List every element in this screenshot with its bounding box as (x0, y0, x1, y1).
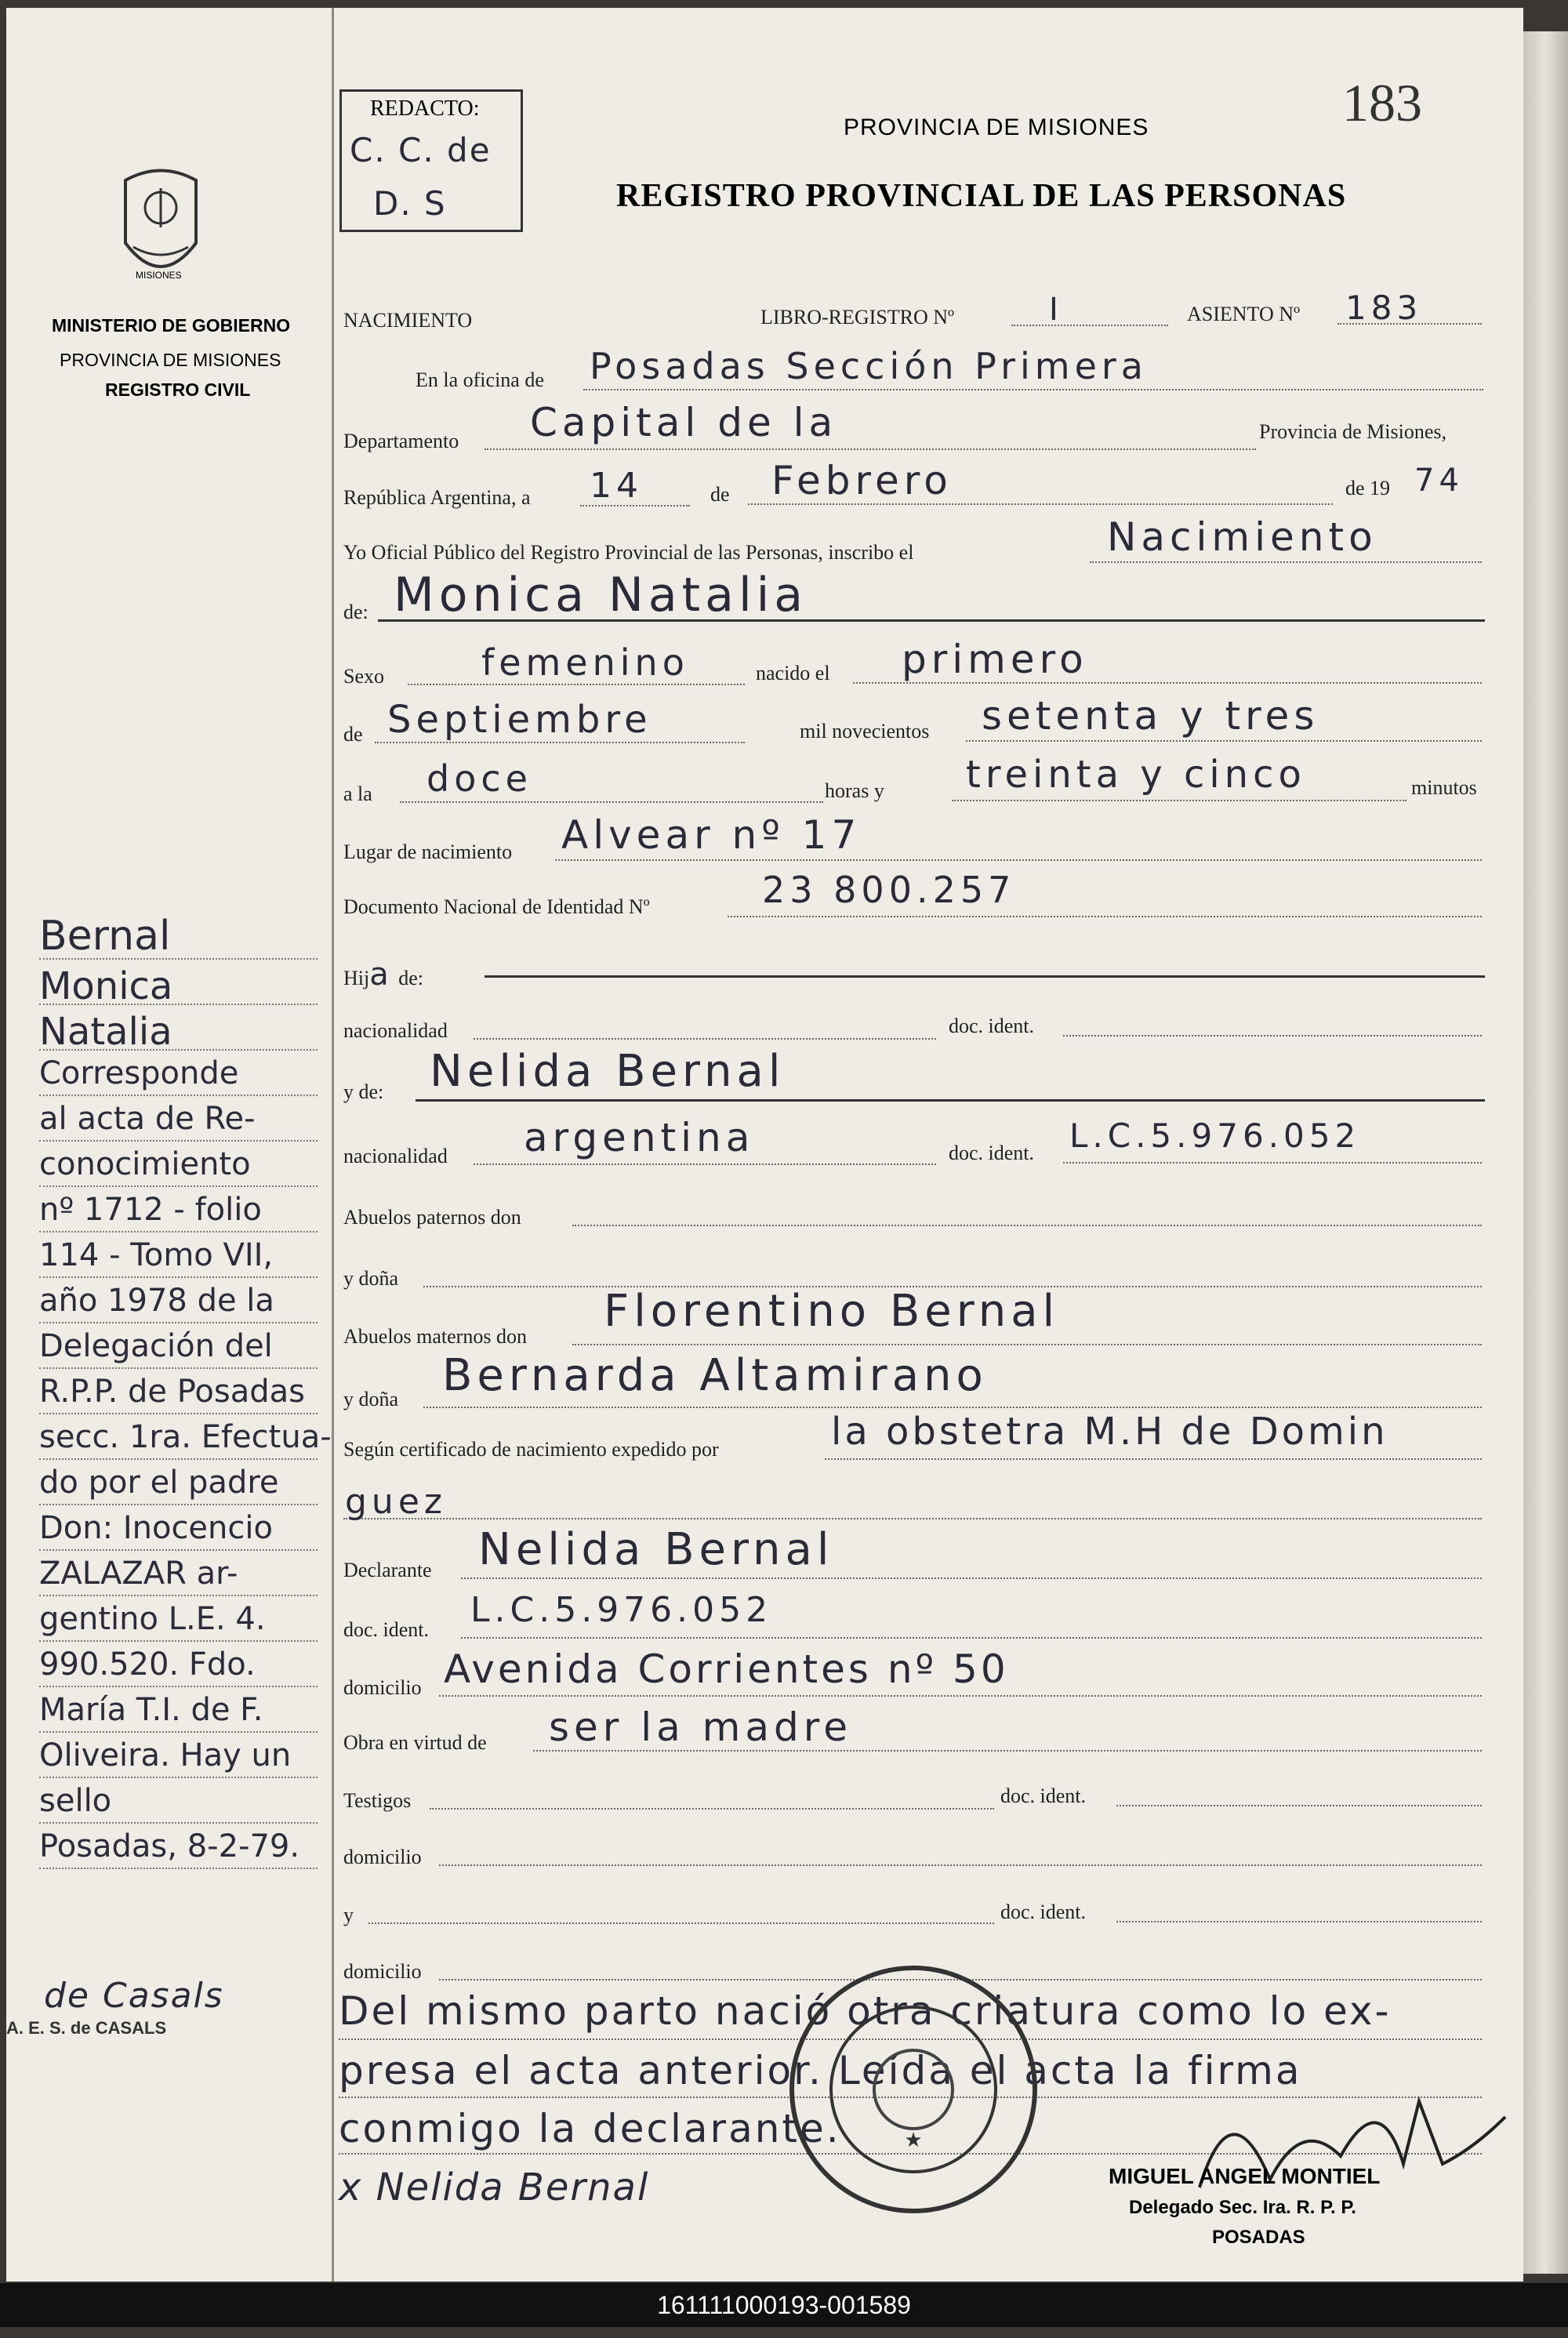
departamento-value: Capital de la (530, 400, 838, 445)
obra-value: ser la madre (549, 1704, 852, 1750)
redacto-box (339, 89, 523, 232)
redacto-line2: D. S (373, 184, 447, 223)
abuelo-mat-line (572, 1344, 1482, 1345)
act-type: NACIMIENTO (343, 309, 473, 332)
libro-label: LIBRO-REGISTRO Nº (760, 306, 955, 329)
official-title: Delegado Sec. Ira. R. P. P. (1129, 2197, 1356, 2218)
doc-line-1 (1063, 1035, 1482, 1036)
decl-doc-value: L.C.5.976.052 (470, 1590, 773, 1630)
footer-id: 161111000193-001589 (0, 2283, 1568, 2327)
nacionalidad-label-1: nacionalidad (343, 1019, 448, 1042)
madre-line (416, 1099, 1485, 1102)
margin-note-rule (39, 1595, 318, 1596)
margin-note-rule (39, 1549, 318, 1551)
registry-title: REGISTRO PROVINCIAL DE LAS PERSONAS (616, 178, 1347, 214)
margin-note-rule (39, 1822, 318, 1824)
obra-label: Obra en virtud de (343, 1731, 487, 1754)
doc-ident-label-1: doc. ident. (949, 1015, 1035, 1037)
margin-note-rule (39, 1049, 318, 1051)
nacido-value: primero (902, 637, 1088, 682)
province-title: PROVINCIA DE MISIONES (844, 114, 1149, 140)
de-label: de (710, 483, 730, 506)
abuela-mat-label: y doña (343, 1388, 399, 1410)
republica-label: República Argentina, a (343, 486, 531, 509)
nacionalidad-line-2 (474, 1164, 936, 1165)
lugar-line (555, 859, 1482, 861)
horas-label: horas y (825, 779, 884, 802)
redacto-line1: C. C. de (350, 131, 492, 169)
oficina-value: Posadas Sección Primera (590, 345, 1148, 387)
oficina-label: En la oficina de (416, 368, 544, 391)
testigo1-doc-label: doc. ident. (1000, 1784, 1087, 1807)
testigo1-dom-line (439, 1864, 1482, 1866)
decl-doc-line (461, 1637, 1482, 1639)
abuelos-mat-label: Abuelos maternos don (343, 1325, 527, 1348)
doc-ident-label-2: doc. ident. (949, 1142, 1035, 1164)
y-label: y (343, 1904, 354, 1926)
margin-note-line: Monica (39, 964, 173, 1008)
margin-note-line: año 1978 de la (39, 1283, 274, 1319)
margin-note-rule (39, 1276, 318, 1278)
mes-line (748, 503, 1333, 505)
libro-value: I (1049, 292, 1063, 328)
mes-nac-value: Septiembre (387, 698, 652, 742)
testigo2-line (368, 1922, 994, 1924)
mes-value: Febrero (771, 458, 953, 503)
padre-line (485, 975, 1485, 978)
testigo2-doc-label: doc. ident. (1000, 1901, 1087, 1923)
anio-value: 74 (1414, 463, 1464, 499)
certificado-line (825, 1458, 1482, 1460)
seal-caption: MISIONES (136, 270, 182, 281)
margin-note-line: gentino L.E. 4. (39, 1601, 266, 1637)
domicilio-value: Avenida Corrientes nº 50 (444, 1646, 1009, 1692)
testigo1-dom-label: domicilio (343, 1846, 422, 1868)
abuela-mat-value: Bernarda Altamirano (442, 1350, 988, 1401)
minutos-label: minutos (1411, 776, 1477, 799)
margin-note-rule (39, 1095, 318, 1096)
de-name-label: de: (343, 601, 368, 623)
ministry-line2: PROVINCIA DE MISIONES (60, 350, 281, 370)
decl-doc-label: doc. ident. (343, 1618, 430, 1641)
anio-nac-value: setenta y tres (982, 693, 1319, 739)
asiento-label: ASIENTO Nº (1187, 303, 1301, 325)
certificado-cont: guez (345, 1482, 447, 1522)
obra-line (533, 1750, 1482, 1752)
margin-note-line: Delegación del (39, 1328, 273, 1364)
dni-line (728, 916, 1482, 917)
svg-text:★: ★ (904, 2129, 923, 2151)
nacido-line (853, 682, 1482, 684)
margin-note-rule (39, 1367, 318, 1369)
sexo-line (408, 684, 745, 685)
margin-note-line: María T.I. de F. (39, 1692, 263, 1728)
nacido-label: nacido el (756, 662, 830, 684)
book-spine (1523, 31, 1568, 2274)
observacion-line-3: conmigo la declarante. (339, 2106, 841, 2151)
nacionalidad-line-1 (474, 1038, 936, 1040)
provincia-suffix: Provincia de Misiones, (1259, 420, 1447, 443)
sexo-value: femenino (481, 641, 689, 684)
abuelos-pat-label: Abuelos paternos don (343, 1206, 521, 1229)
oficial-text: Yo Oficial Público del Registro Provincial de las Personas, inscribo el (343, 541, 914, 564)
libro-line (1011, 325, 1168, 326)
ministry-line1: MINISTERIO DE GOBIERNO (52, 315, 291, 336)
margin-note-rule (39, 1868, 318, 1869)
certificado-value: la obstetra M.H de Domin (831, 1410, 1388, 1454)
lugar-label: Lugar de nacimiento (343, 840, 513, 863)
doc-madre-value: L.C.5.976.052 (1069, 1116, 1361, 1155)
doc-line-2 (1063, 1162, 1482, 1164)
official-city: POSADAS (1212, 2227, 1305, 2248)
abuela-mat-line (423, 1407, 1482, 1408)
margin-note-line: nº 1712 - folio (39, 1192, 262, 1228)
margin-note-line: 114 - Tomo VII, (39, 1237, 274, 1273)
hora-line (400, 801, 823, 803)
margin-note-line: ZALAZAR ar- (39, 1556, 238, 1592)
margin-note-rule (39, 1231, 318, 1233)
margin-note-rule (39, 1731, 318, 1733)
declarante-label: Declarante (343, 1559, 432, 1581)
margin-note-rule (39, 1640, 318, 1642)
margin-note-line: Don: Inocencio (39, 1510, 273, 1546)
oficina-line (583, 389, 1483, 390)
ministry-line3: REGISTRO CIVIL (105, 379, 251, 400)
dni-value: 23 800.257 (762, 869, 1016, 911)
madre-value: Nelida Bernal (430, 1046, 786, 1097)
margin-note-line: al acta de Re- (39, 1101, 256, 1137)
official-round-stamp (784, 1960, 1043, 2219)
nombre-value: Monica Natalia (394, 568, 808, 623)
hij-suffix: a (369, 957, 394, 993)
abuela-pat-label: y doña (343, 1267, 399, 1290)
margin-note-line: do por el padre (39, 1465, 279, 1501)
inscribo-line (1090, 561, 1482, 563)
declarante-value: Nelida Bernal (478, 1524, 834, 1575)
asiento-value: 183 (1345, 289, 1423, 327)
certificado-cont-line (343, 1518, 1482, 1519)
observacion-line-2: presa el acta anterior. Leída el acta la firma (339, 2048, 1302, 2093)
testigo2-doc-line (1116, 1921, 1482, 1922)
anio-prefix: de 19 (1345, 477, 1391, 499)
margin-note-line: Corresponde (39, 1055, 239, 1091)
nac-madre-value: argentina (524, 1115, 755, 1160)
inscribo-value: Nacimiento (1107, 514, 1377, 560)
margin-note-rule (39, 1004, 318, 1005)
testigo1-line (430, 1808, 994, 1810)
dni-label: Documento Nacional de Identidad Nº (343, 895, 650, 918)
declarante-line (461, 1577, 1482, 1579)
mil-label: mil novecientos (800, 720, 930, 742)
official-signature-scribble (1184, 2070, 1513, 2211)
margin-signature: de Casals (44, 1976, 224, 2016)
margin-note-rule (39, 1504, 318, 1505)
yde-label: y de: (343, 1080, 384, 1103)
minutos-value: treinta y cinco (966, 753, 1306, 797)
certificado-label: Según certificado de nacimiento expedido por (343, 1438, 719, 1461)
abuelo-mat-value: Florentino Bernal (604, 1286, 1060, 1337)
margin-rule (332, 8, 334, 2282)
margin-stamp: A. E. S. de CASALS (6, 2018, 167, 2038)
margin-note-rule (39, 1140, 318, 1142)
margin-note-line: Oliveira. Hay un (39, 1737, 292, 1773)
margin-note-line: secc. 1ra. Efectua- (39, 1419, 332, 1455)
margin-note-line: Bernal (39, 913, 171, 960)
margin-note-line: Posadas, 8-2-79. (39, 1828, 300, 1864)
testigo1-doc-line (1116, 1805, 1482, 1806)
domicilio-line (439, 1695, 1482, 1697)
margin-note-line: 990.520. Fdo. (39, 1646, 256, 1683)
nacionalidad-label-2: nacionalidad (343, 1145, 448, 1167)
page-number: 183 (1342, 73, 1422, 133)
official-name: MIGUEL ANGEL MONTIEL (1109, 2164, 1381, 2188)
domicilio-label: domicilio (343, 1676, 422, 1699)
dia-value: 14 (590, 466, 643, 506)
margin-note-rule (39, 1413, 318, 1414)
margin-note-rule (39, 1686, 318, 1687)
departamento-line (485, 448, 1256, 450)
margin-note-line: sello (39, 1783, 112, 1819)
abuelo-pat-line (572, 1225, 1482, 1226)
anio-nac-line (966, 740, 1482, 742)
declarante-signature: x Nelida Bernal (339, 2166, 650, 2209)
minutos-line (952, 800, 1406, 801)
margin-note-line: conocimiento (39, 1146, 251, 1182)
margin-note-rule (39, 1322, 318, 1323)
departamento-label: Departamento (343, 430, 459, 452)
sexo-label: Sexo (343, 665, 384, 688)
hora-value: doce (426, 757, 532, 800)
margin-note-rule (39, 958, 318, 960)
margin-note-rule (39, 1185, 318, 1187)
margin-note-line: R.P.P. de Posadas (39, 1374, 305, 1410)
testigos-label: Testigos (343, 1789, 412, 1812)
margin-note-rule (39, 1777, 318, 1778)
hij-label: Hija de: (343, 957, 424, 993)
de2-label: de (343, 723, 363, 746)
testigo2-dom-label: domicilio (343, 1960, 422, 1983)
lugar-value: Alvear nº 17 (561, 812, 862, 858)
mes-nac-line (375, 742, 745, 743)
margin-note-rule (39, 1458, 318, 1460)
observacion-line-1: Del mismo parto nació otra criatura como lo ex- (339, 1988, 1392, 2034)
redacto-label: REDACTO: (370, 96, 480, 121)
margin-note-line: Natalia (39, 1010, 172, 1054)
ala-label: a la (343, 782, 372, 805)
